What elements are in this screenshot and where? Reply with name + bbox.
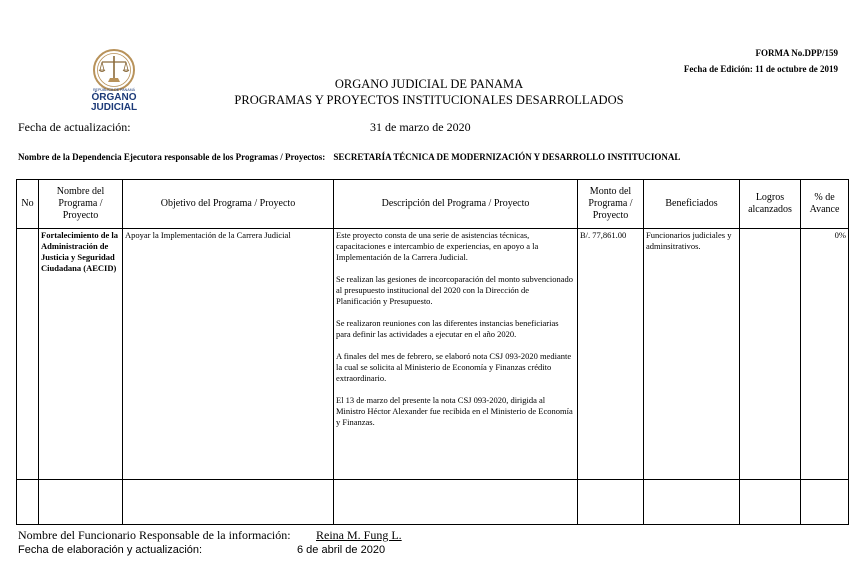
description-paragraph: El 13 de marzo del presente la nota CSJ 093-2020, dirigida al Ministro Héctor Alexander fue recibida en el Ministerio de Economía y Finanzas. <box>336 395 573 427</box>
empty-cell <box>17 480 39 525</box>
responsible-official-name: Reina M. Fung L. <box>316 528 402 542</box>
executing-unit-value: SECRETARÍA TÉCNICA DE MODERNIZACIÓN Y DESARROLLO INSTITUCIONAL <box>333 152 681 162</box>
header-objective: Objetivo del Programa / Proyecto <box>123 180 334 229</box>
description-paragraph: A finales del mes de febrero, se elaboró nota CSJ 093-2020 mediante la cual se solicita al Ministerio de Economía y Finanzas crédito extraordinario. <box>336 351 572 383</box>
svg-text:JUDICIAL: JUDICIAL <box>90 102 138 112</box>
table-row <box>17 229 849 480</box>
cell-achievements <box>740 229 801 480</box>
cell-objective: Apoyar la Implementación de la Carrera Judicial <box>123 229 334 480</box>
header-program-name: Nombre del Programa / Proyecto <box>39 180 123 229</box>
update-date-label: Fecha de actualización: <box>18 120 131 134</box>
empty-cell <box>334 480 578 525</box>
edition-date: Fecha de Edición: 11 de octubre de 2019 <box>683 64 838 74</box>
svg-text:ÓRGANO: ÓRGANO <box>91 92 137 103</box>
document-title: ORGANO JUDICIAL DE PANAMA <box>334 77 524 91</box>
form-code: FORMA No.DPP/159 <box>755 48 838 58</box>
empty-cell <box>39 480 123 525</box>
executing-unit-label: Nombre de la Dependencia Ejecutora responsable de los Programas / Proyectos: <box>18 152 326 162</box>
cell-program-name: Fortalecimiento de la Administración de Justicia y Seguridad Ciudadana (AECID) <box>39 229 123 480</box>
document-subtitle: PROGRAMAS Y PROYECTOS INSTITUCIONALES DESARROLLADOS <box>234 93 624 107</box>
cell-description <box>334 229 578 480</box>
header-beneficiaries: Beneficiados <box>644 180 740 229</box>
cell-amount: B/. 77,861.00 <box>578 229 644 480</box>
update-date-value: 31 de marzo de 2020 <box>370 120 471 134</box>
responsible-official-label: Nombre del Funcionario Responsable de la información: <box>18 528 291 542</box>
description-paragraph: Se realizan las gesiones de incorcoparación del monto subvencionado al presupuesto institucional del 2020 con la Dirección de Planificación y Presupuesto. <box>336 274 573 306</box>
empty-cell <box>801 480 849 525</box>
executing-unit-line <box>18 152 680 162</box>
description-paragraph: Se realizaron reuniones con las diferentes instancias beneficiarias para definir las actividades a ejecutar en el año 2020. <box>336 318 559 339</box>
elaboration-date-value: 6 de abril de 2020 <box>297 544 386 556</box>
empty-cell <box>578 480 644 525</box>
cell-no <box>17 229 39 480</box>
header-amount: Monto del Programa / Proyecto <box>578 180 644 229</box>
table-header-row <box>17 180 849 229</box>
header-achievements: Logros alcanzados <box>740 180 801 229</box>
empty-cell <box>644 480 740 525</box>
cell-beneficiaries: Funcionarios judiciales y adminsitrativos. <box>644 229 740 480</box>
programs-table <box>16 179 849 525</box>
description-paragraph: Este proyecto consta de una serie de asistencias técnicas, capacitaciones e intercambio de experiencias, en apoyo a la Implementación de la Carrera Judicial. <box>336 230 539 262</box>
header-description: Descripción del Programa / Proyecto <box>334 180 578 229</box>
table-row-empty <box>17 480 849 525</box>
empty-cell <box>123 480 334 525</box>
empty-cell <box>740 480 801 525</box>
elaboration-date-label: Fecha de elaboración y actualización: <box>18 544 203 556</box>
header-progress: % de Avance <box>801 180 849 229</box>
svg-text:REPÚBLICA DE PANAMÁ: REPÚBLICA DE PANAMÁ <box>92 88 136 92</box>
cell-progress: 0% <box>801 229 849 480</box>
header-no: No <box>17 180 39 229</box>
